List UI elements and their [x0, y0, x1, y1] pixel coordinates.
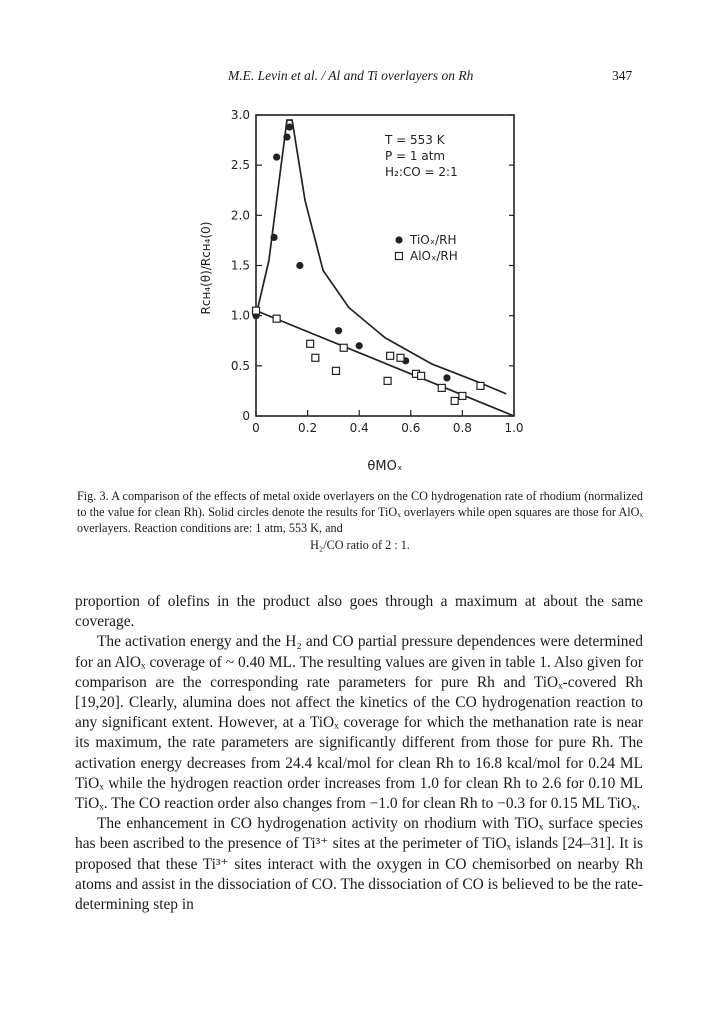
alox-data-point [397, 354, 404, 361]
x-tick-label: 0.6 [401, 421, 421, 435]
legend-square-marker [396, 253, 403, 260]
page-number: 347 [612, 68, 633, 83]
tiox-data-point [286, 123, 293, 130]
alox-data-point [418, 372, 425, 379]
alox-data-point [438, 384, 445, 391]
condition-temperature: T = 553 K [385, 133, 445, 147]
y-tick-label: 0 [242, 409, 250, 423]
x-tick-label: 0.4 [349, 421, 369, 435]
y-tick-label: 0.5 [230, 358, 250, 373]
y-tick-label: 2.5 [230, 158, 250, 173]
tiox-data-point [335, 327, 342, 334]
legend [395, 233, 457, 263]
alox-trend-line [256, 311, 514, 416]
tiox-data-point [270, 234, 277, 241]
alox-data-point [451, 397, 458, 404]
tiox-data-point [283, 133, 290, 140]
figure-caption [77, 488, 643, 553]
alox-data-point [307, 340, 314, 347]
y-tick-label: 3.0 [230, 108, 250, 122]
x-tick-label: 1.0 [504, 421, 524, 435]
alox-data-point [477, 382, 484, 389]
y-axis-label: Rᴄʜ₄(θ)/Rᴄʜ₄(0) [199, 221, 213, 315]
figure-3-chart [185, 100, 545, 485]
alox-data-point [312, 354, 319, 361]
alox-data-point [387, 352, 394, 359]
caption-text: Fig. 3. A comparison of the effects of metal oxide overlayers on the CO hydrogenation rate of rhodium (normalized to the value for clean Rh). Solid circles denote the results for TiOₓ overlayers while open squares are those for AlOₓ overlayers. Reaction conditions are: 1 atm, 553 K, and [77, 489, 643, 536]
alox-data-point [273, 315, 280, 322]
alox-data-point [332, 367, 339, 374]
alox-data-point [340, 344, 347, 351]
legend-circle-marker [395, 236, 402, 243]
legend-label-alox: AlOₓ/RH [410, 249, 458, 263]
tiox-data-point [296, 262, 303, 269]
alox-data-point [459, 392, 466, 399]
tiox-data-point [273, 154, 280, 161]
running-header [0, 68, 720, 88]
x-tick-label: 0.2 [298, 421, 318, 435]
tiox-trend-curve [256, 120, 506, 394]
y-tick-label: 2.0 [230, 208, 250, 223]
body-text [75, 592, 643, 915]
paragraph: The enhancement in CO hydrogenation activity on rhodium with TiOₓ surface species has been ascribed to the presence of Ti³⁺ sites at the perimeter of TiOₓ islands [24–31]. It is proposed that these Ti³⁺ sites interact with the oxygen in CO chemisorbed on nearby Rh atoms and assist in the dissociation of CO. The dissociation of CO is believed to be the rate-determining step in [75, 815, 643, 914]
paragraph: proportion of olefins in the product also goes through a maximum at about the same coverage. [75, 593, 643, 631]
tiox-data-point [443, 374, 450, 381]
condition-pressure: P = 1 atm [385, 149, 446, 163]
condition-ratio: H₂:CO = 2:1 [385, 165, 458, 179]
x-tick-label: 0 [252, 421, 260, 435]
paragraph: The activation energy and the H₂ and CO partial pressure dependences were determined for an AlOₓ coverage of ~ 0.40 ML. The resulting values are given in table 1. Also given for comparison are the corresponding rate parameters for pure Rh and TiOₓ-covered Rh [19,20]. Clearly, alumina does not affect the kinetics of the CO hydrogenation reaction to any significant extent. However, at a TiOₓ coverage for which the methanation rate is near its maximum, the rate parameters are significantly different from those for pure Rh. The activation energy decreases from 24.4 kcal/mol for clean Rh to 16.8 kcal/mol for 0.24 ML TiOₓ while the hydrogen reaction order increases from 1.0 for clean Rh to 2.6 for 0.10 ML TiOₓ. The CO reaction order also changes from −1.0 for clean Rh to −0.3 for 0.15 ML TiOₓ. [75, 633, 643, 813]
x-tick-label: 0.8 [452, 421, 472, 435]
legend-label-tiox: TiOₓ/RH [410, 233, 457, 247]
alox-data-point [253, 307, 260, 314]
y-tick-label: 1.0 [230, 308, 250, 323]
tiox-data-point [356, 342, 363, 349]
alox-data-point [384, 377, 391, 384]
x-axis-label: θMOₓ [367, 459, 403, 474]
running-head-title: M.E. Levin et al. / Al and Ti overlayers on Rh [228, 68, 474, 83]
caption-text-end: H₂/CO ratio of 2 : 1. [310, 537, 410, 552]
y-tick-label: 1.5 [230, 258, 250, 273]
